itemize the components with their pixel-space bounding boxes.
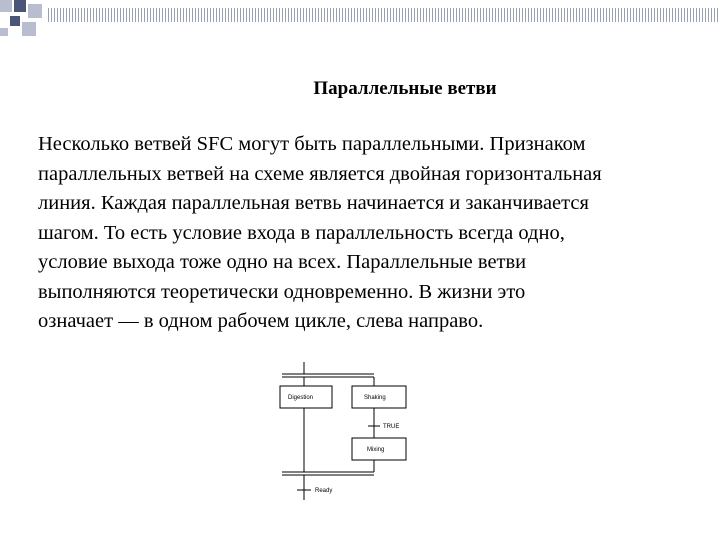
body-line: Несколько ветвей SFC могут быть параллельными. Признаком (38, 133, 586, 155)
body-line: шагом. То есть условие входа в параллельность всегда одно, (38, 221, 565, 244)
body-line: параллельных ветвей на схеме является двойная горизонтальная (38, 162, 602, 185)
body-line: условие выхода тоже одно на всех. Параллельные ветви (38, 251, 527, 273)
step-label-digestion: Digestion (288, 395, 314, 401)
step-label-mixing: Mixing (367, 447, 385, 453)
step-label-shaking: Shaking (364, 395, 386, 401)
body-line: линия. Каждая параллельная ветвь начинается и заканчивается (38, 192, 589, 214)
transition-label-true: TRUE (383, 424, 400, 430)
body-line: означает — в одном рабочем цикле, слева направо. (38, 310, 484, 332)
sfc-diagram (268, 362, 418, 502)
body-paragraph (38, 130, 702, 337)
decor-square-4 (10, 16, 20, 26)
slide-title: Параллельные ветви (313, 78, 497, 99)
decorative-squares (0, 0, 60, 46)
decor-square-5 (22, 22, 36, 36)
header-stripe (48, 8, 720, 22)
decor-square-2 (14, 0, 26, 12)
body-line: выполняются теоретически одновременно. В жизни это (38, 280, 526, 303)
decor-square-1 (0, 0, 12, 12)
transition-label-ready: Ready (315, 488, 333, 494)
decor-square-3 (28, 4, 42, 18)
decor-square-6 (0, 28, 8, 36)
